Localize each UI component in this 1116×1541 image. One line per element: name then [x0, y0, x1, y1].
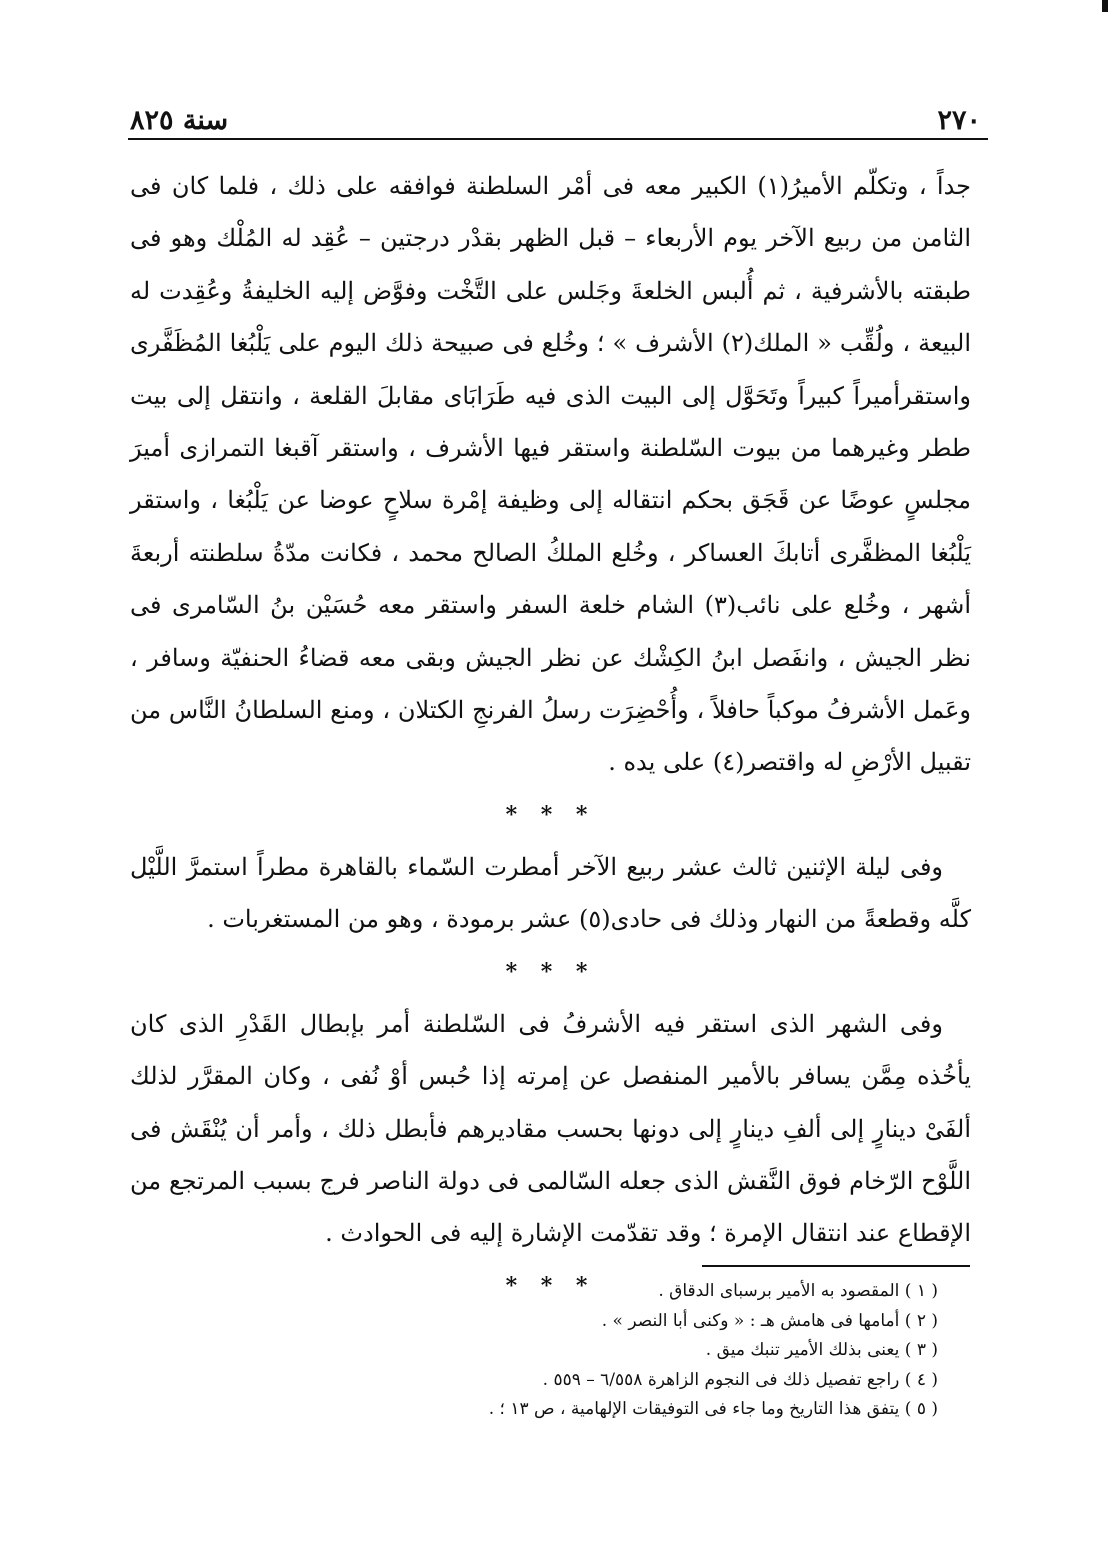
footnote-5: ( ٥ ) يتفق هذا التاريخ وما جاء فى التوفيقات الإلهامية ، ص ١٣ ؛ .	[488, 1399, 938, 1419]
footnote-1: ( ١ ) المقصود به الأمير برسباى الدقاق .	[658, 1281, 938, 1301]
footnote-rule	[702, 1265, 970, 1267]
page-number: ٢٧٠	[937, 105, 981, 136]
footnote-4: ( ٤ ) راجع تفصيل ذلك فى النجوم الزاهرة ٦/٥٥٨ – ٥٥٩ .	[542, 1369, 938, 1390]
paragraph-1: جداً ، وتكلّم الأميرُ(١) الكبير معه فى أمْر السلطنة فوافقه على ذلك ، فلما كان فى الثامن من ربيع الآخر يوم الأربعاء – قبل الظهر بقدْر درجتين – عُقِد له المُلْك وهو فى طبقته بالأشرفية ، ثم أُلبس الخلعةَ وجَلس على التَّخْت وفوَّض إليه الخليفةُ وعُقِدت له البيعة ، ولُقِّب « الملك(٢) الأشرف » ؛ وخُلع فى صبيحة ذلك اليوم على يَلْبُغا المُظَفَّرى واستقرأميراً كبيراً وتَحَوَّل إلى البيت الذى فيه طَرَابَاى مقابلَ القلعة ، وانتقل إلى بيت ططر وغيرهما من بيوت السّلطنة واستقر فيها الأشرف ، واستقر آقبغا التمرازى أميرَ مجلسٍ عوضًا عن قَجَق بحكم انتقاله إلى وظيفة إمْرة سلاحٍ عوضا عن يَلْبُغا ، واستقر يَلْبُغا المظفَّرى أتابكَ العساكر ، وخُلع الملكُ الصالح محمد ، فكانت مدّةُ سلطنته أربعةَ أشهر ، وخُلع على نائب(٣) الشام خلعة السفر واستقر معه حُسَيْن بنُ السّامرى فى نظر الجيش ، وانفَصل ابنُ الكِشْك عن نظر الجيش وبقى معه قضاءُ الحنفيّة وسافر ، وعَمل الأشرفُ موكباً حافلاً ، وأُحْضِرَت رسلُ الفرنجِ الكتلان ، ومنع السلطانُ النَّاس من تقبيل الأرْضِ له واقتصر(٤) على يده .	[130, 172, 972, 777]
corner-ink-mark	[1102, 0, 1108, 12]
main-text	[130, 160, 971, 1312]
header-rule	[128, 138, 988, 140]
section-separator: * * *	[505, 1272, 596, 1299]
year-heading: سنة ٨٢٥	[130, 105, 229, 136]
paragraph-3: وفى الشهر الذى استقر فيه الأشرفُ فى السّلطنة أمر بإبطال القَدْرِ الذى كان يأخُذه مِمَّن يسافر بالأمير المنفصل عن إمرته إذا حُبس أوْ نُفى ، وكان المقرَّر لذلك ألفَىْ دينارٍ إلى ألفِ دينارٍ إلى دونها بحسب مقاديرهم فأبطل ذلك ، وأمر أن يُنْقَش فى اللَّوْح الرّخام فوق النَّقش الذى جعله السّالمى فى دولة الناصر فرج بسبب المرتجع من الإقطاع عند انتقال الإمرة ؛ وقد تقدّمت الإشارة إليه فى الحوادث .	[130, 1009, 972, 1248]
page-header	[130, 92, 981, 136]
footnote-3: ( ٣ ) يعنى بذلك الأمير تنبك ميق .	[705, 1340, 938, 1360]
footnotes	[340, 1277, 938, 1425]
footnote-2: ( ٢ ) أمامها فى هامش هـ : « وكنى أبا النصر » .	[601, 1310, 938, 1331]
paragraph-2: وفى ليلة الإثنين ثالث عشر ربيع الآخر أمطرت السّماء بالقاهرة مطراً استمرَّ اللَّيْل كلَّه وقطعةً من النهار وذلك فى حادى(٥) عشر برمودة ، وهو من المستغربات .	[130, 852, 971, 934]
section-separator: * * *	[505, 801, 596, 828]
section-separator: * * *	[505, 958, 596, 985]
